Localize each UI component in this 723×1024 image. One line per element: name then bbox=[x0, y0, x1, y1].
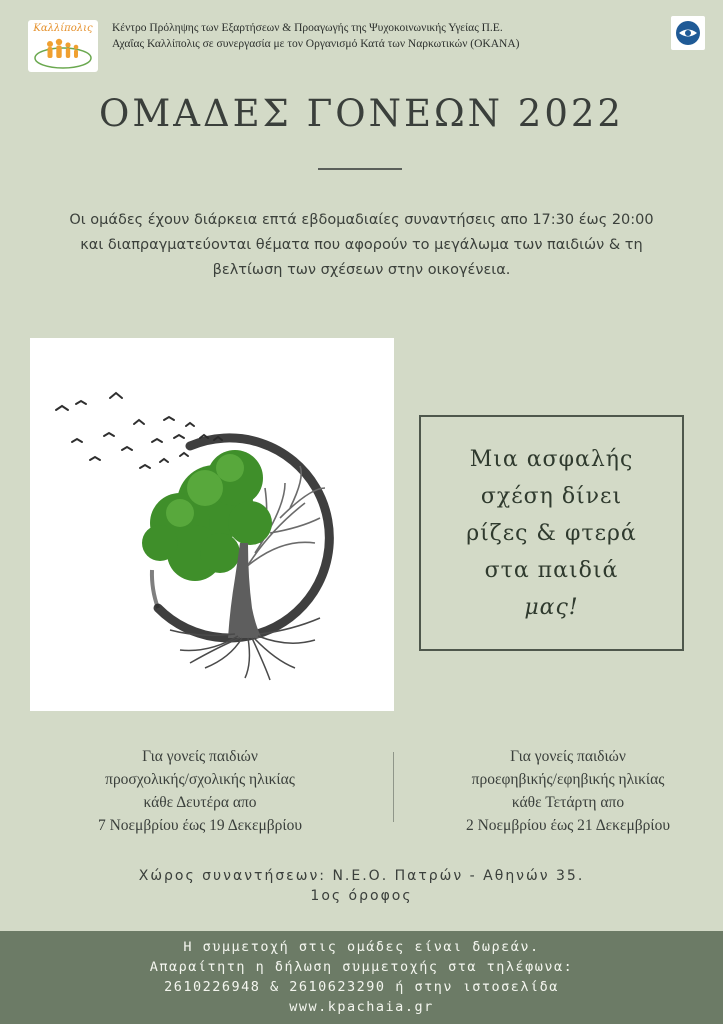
footer-banner bbox=[0, 931, 723, 1024]
venue-address: Χώρος συναντήσεων: Ν.Ε.Ο. Πατρών - Αθηνών 35. bbox=[138, 868, 585, 884]
group-line: Για γονείς παιδιών bbox=[510, 748, 626, 765]
header-line-2: Αχαΐας Καλλίπολις σε συνεργασία με τον Οργανισμό Κατά των Ναρκωτικών (ΟΚΑΝΑ) bbox=[112, 38, 520, 50]
group-dates: 2 Νοεμβρίου έως 21 Δεκεμβρίου bbox=[465, 817, 671, 834]
footer-free-participation: Η συμμετοχή στις ομάδες είναι δωρεάν. bbox=[183, 939, 540, 955]
group-line: προσχολικής/σχολικής ηλικίας bbox=[105, 771, 295, 788]
group-line: Για γονείς παιδιών bbox=[142, 748, 258, 765]
tree-illustration bbox=[30, 338, 394, 711]
group-dates: 7 Νοεμβρίου έως 19 Δεκεμβρίου bbox=[97, 817, 303, 834]
group-line: κάθε Δευτέρα απο bbox=[143, 794, 257, 811]
intro-paragraph: Οι ομάδες έχουν διάρκεια επτά εβδομαδιαίες συναντήσεις απο 17:30 έως 20:00 και διαπραγματεύονται θέματα που αφορούν το μεγάλωμα των παιδιών & τη βελτίωση των σχέσεων στην οικογένεια. bbox=[69, 212, 654, 278]
kallipolis-logo bbox=[28, 20, 98, 72]
quote-box bbox=[419, 415, 684, 651]
okana-logo bbox=[671, 16, 705, 50]
logo-text: Καλλίπολις bbox=[33, 23, 93, 34]
footer-registration-note: Απαραίτητη η δήλωση συμμετοχής στα τηλέφωνα: bbox=[149, 959, 574, 975]
quote-line-4: στα παιδιά bbox=[484, 557, 619, 583]
quote-text bbox=[466, 441, 637, 626]
venue-info bbox=[0, 866, 723, 906]
title-divider bbox=[318, 168, 402, 170]
birds-icon bbox=[56, 393, 222, 468]
footer-phones: 2610226948 & 2610623290 ή στην ιστοσελίδα bbox=[164, 979, 559, 995]
group-preteen-teen bbox=[418, 745, 718, 837]
quote-line-3: ρίζες & φτερά bbox=[466, 520, 637, 546]
okana-emblem-icon bbox=[671, 16, 705, 50]
quote-line-2: σχέση δίνει bbox=[480, 483, 623, 509]
venue-floor: 1ος όροφος bbox=[310, 888, 413, 904]
quote-line-1: Μια ασφαλής bbox=[469, 446, 634, 472]
group-line: κάθε Τετάρτη απο bbox=[511, 794, 625, 811]
footer-website-link[interactable]: www.kpachaia.gr bbox=[289, 999, 434, 1015]
organization-header bbox=[112, 20, 652, 52]
quote-line-5: μας! bbox=[524, 594, 579, 620]
header-line-1: Κέντρο Πρόληψης των Εξαρτήσεων & Προαγωγής της Ψυχοκοινωνικής Υγείας Π.Ε. bbox=[112, 22, 503, 34]
column-divider bbox=[393, 752, 394, 822]
page-title: ΟΜΑΔΕΣ ΓΟΝΕΩΝ 2022 bbox=[99, 92, 624, 135]
group-preschool-school bbox=[50, 745, 350, 837]
tree-roots-wings-icon bbox=[30, 338, 394, 711]
group-line: προεφηβικής/εφηβικής ηλικίας bbox=[471, 771, 665, 788]
